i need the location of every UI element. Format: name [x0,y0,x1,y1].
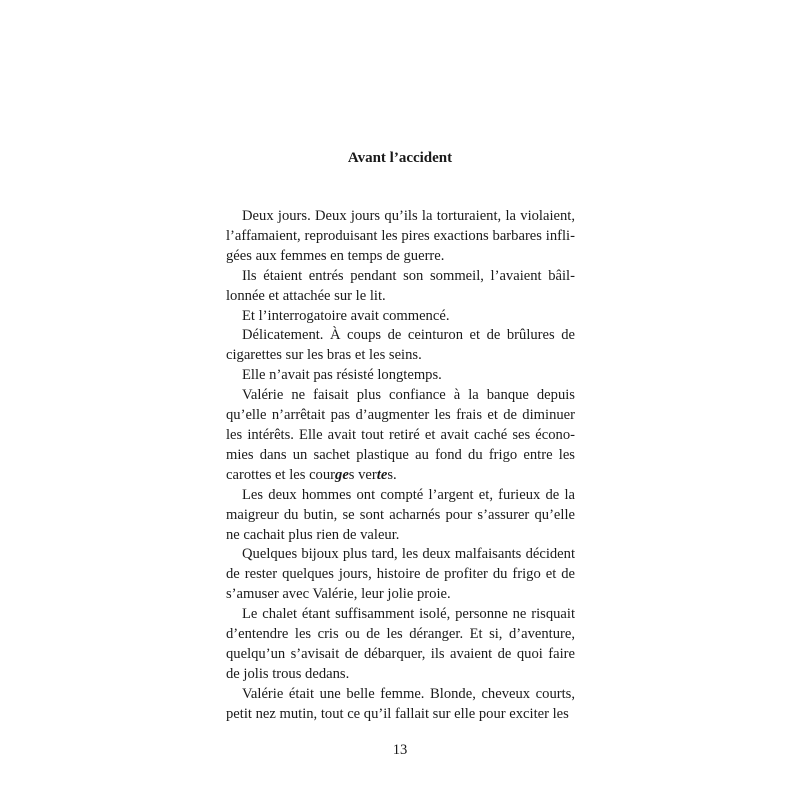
paragraph: Le chalet étant suffisamment isolé, personne ne risquait d’entendre les cris ou de les déranger. Et si, d’aventure, quelqu’un s’avisait de débarquer, ils avaient de quoi faire de jolis trous dedans. [226,606,575,682]
paragraph: Valérie était une belle femme. Blonde, cheveux courts, petit nez mutin, tout ce qu’il fallait sur elle pour exciter les [226,685,575,722]
paragraph: Ils étaient entrés pendant son sommeil, l’avaient bâillonnée et attachée sur le lit. [226,267,575,304]
emphasized-text: te [376,466,388,483]
page-number: 13 [392,742,408,758]
inline-text: cour [309,466,336,483]
inline-text: s. [387,466,397,483]
paragraph [226,386,575,486]
paragraph-text: Valérie ne faisait plus confiance à la banque depuis qu’elle n’arrêtait pas d’augmenter les frais et de diminuer les intérêts. Elle avait tout retiré et avait caché ses économies dans un sachet plastique au fond du frigo entre les carottes et les [226,387,575,483]
paragraph: Les deux hommes ont compté l’argent et, furieux de la maigreur du butin, se sont acharnés pour s’assurer qu’elle ne cachait plus rien de valeur. [226,486,575,543]
paragraph: Elle n’avait pas résisté longtemps. [242,367,442,384]
paragraph: Et l’interrogatoire avait commencé. [242,307,450,324]
emphasized-text: ge [335,466,349,483]
chapter-body [226,207,575,725]
paragraph: Quelques bijoux plus tard, les deux malfaisants décident de rester quelques jours, histoire de profiter du frigo et de s’amuser avec Valérie, leur jolie proie. [226,546,575,603]
inline-text: s ver [348,466,377,483]
chapter-title: Avant l’accident [347,150,453,166]
paragraph: Délicatement. À coups de ceinturon et de brûlures de cigarettes sur les bras et les seins. [226,327,575,364]
paragraph: Deux jours. Deux jours qu’ils la torturaient, la violaient, l’affamaient, reproduisant les pires exactions barbares infligées aux femmes en temps de guerre. [226,208,575,264]
